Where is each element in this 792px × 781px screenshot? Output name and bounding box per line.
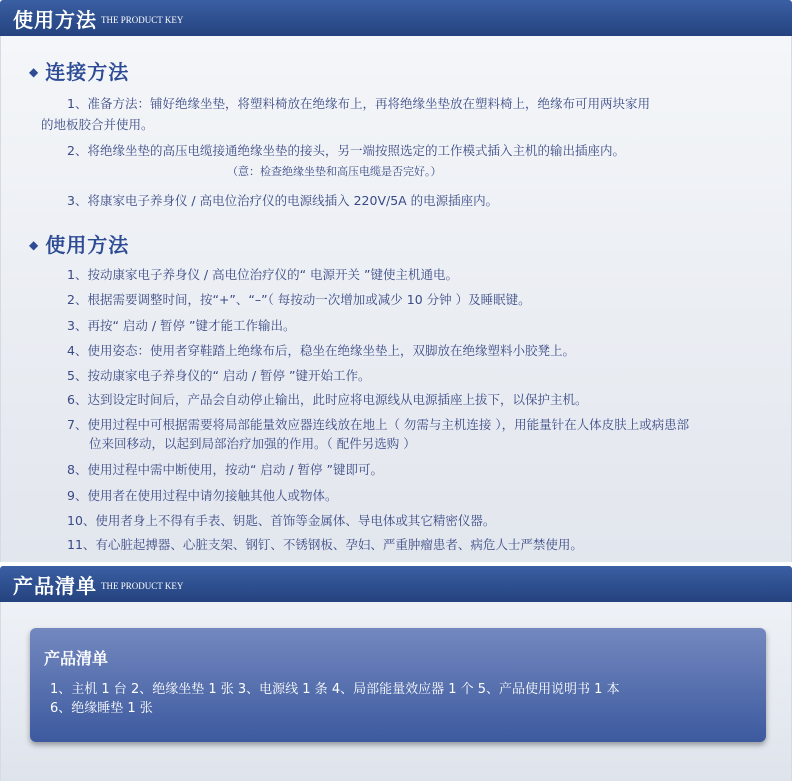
section-title: 使用方法 xyxy=(13,8,97,32)
usage-item: 11、有心脏起搏器、心脏支架、钢钉、不锈钢板、孕妇、严重肿瘤患者、病危人士严禁使用。 xyxy=(67,537,583,552)
connection-note: （意：检查绝缘坐垫和高压电缆是否完好。） xyxy=(227,165,442,178)
usage-item: 1、按动康家电子养身仪 / 高电位治疗仪的“ 电源开关 ”键使主机通电。 xyxy=(67,267,459,282)
product-list-card xyxy=(30,628,766,742)
usage-item: 6、达到设定时间后，产品会自动停止输出，此时应将电源线从电源插座上拔下，以保护主机。 xyxy=(67,392,588,407)
usage-item: 3、再按“ 启动 / 暂停 ”键才能工作输出。 xyxy=(67,318,296,333)
connection-item-1: 1、准备方法：铺好绝缘坐垫，将塑料椅放在绝缘布上，再将绝缘坐垫放在塑料椅上，绝缘布可用两块家用 xyxy=(67,96,650,111)
connection-heading xyxy=(29,56,129,85)
usage-item: 4、使用姿态：使用者穿鞋踏上绝缘布后，稳坐在绝缘坐垫上，双脚放在绝缘塑料小胶凳上。 xyxy=(67,343,575,358)
diamond-bullet-icon: ◆ xyxy=(29,237,40,252)
connection-heading-text: 连接方法 xyxy=(45,60,130,84)
usage-heading xyxy=(29,229,129,258)
product-list-line: 6、绝缘睡垫 1 张 xyxy=(50,701,153,716)
section-header-product-list xyxy=(0,566,792,602)
product-list-title: 产品清单 xyxy=(44,649,109,668)
usage-item: 5、按动康家电子养身仪的“ 启动 / 暂停 ”键开始工作。 xyxy=(67,368,371,383)
connection-item-3: 3、将康家电子养身仪 / 高电位治疗仪的电源线插入 220V/5A 的电源插座内。 xyxy=(67,193,499,208)
section-subtitle: THE PRODUCT KEY xyxy=(101,581,184,591)
usage-item: 7、使用过程中可根据需要将局部能量效应器连线放在地上（ 勿需与主机连接 ），用能量针在人体皮肤上或病患部 xyxy=(67,417,690,432)
diamond-bullet-icon: ◆ xyxy=(29,64,40,79)
usage-item: 9、使用者在使用过程中请勿接触其他人或物体。 xyxy=(67,488,338,503)
usage-item: 8、使用过程中需中断使用，按动“ 启动 / 暂停 ”键即可。 xyxy=(67,462,384,477)
connection-item-1-cont: 的地板胶合并使用。 xyxy=(41,117,154,132)
usage-panel xyxy=(0,36,792,562)
product-list-line: 1、主机 1 台 2、绝缘坐垫 1 张 3、电源线 1 条 4、局部能量效应器 1 个 5、产品使用说明书 1 本 xyxy=(50,682,620,697)
usage-heading-text: 使用方法 xyxy=(45,233,130,257)
usage-item-cont: 位来回移动，以起到局部治疗加强的作用。（ 配件另选购 ） xyxy=(89,436,416,451)
section-title: 产品清单 xyxy=(13,574,97,598)
usage-item: 2、根据需要调整时间，按“+”、“–”（ 每按动一次增加或减少 10 分钟 ）及睡眠键。 xyxy=(67,292,531,307)
connection-item-2: 2、将绝缘坐垫的高压电缆接通绝缘坐垫的接头，另一端按照选定的工作模式插入主机的输出插座内。 xyxy=(67,143,625,158)
section-header-usage xyxy=(0,0,792,36)
usage-item: 10、使用者身上不得有手表、钥匙、首饰等金属体、导电体或其它精密仪器。 xyxy=(67,513,496,528)
section-subtitle: THE PRODUCT KEY xyxy=(101,15,184,25)
